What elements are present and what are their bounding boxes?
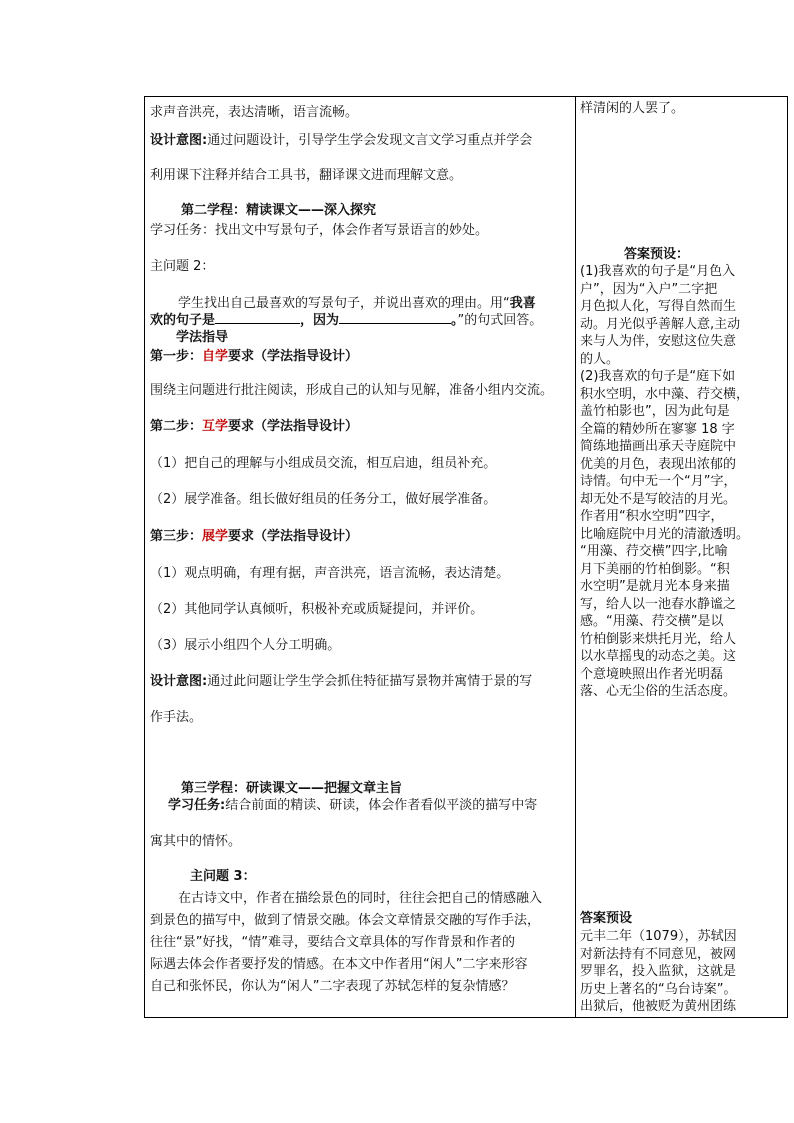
- answer-blank[interactable]: [215, 311, 300, 324]
- design-intent-1: [150, 129, 532, 148]
- text-line: 寓其中的情怀。: [150, 834, 242, 849]
- stage2-title: 第二学程：精读课文——深入探究: [181, 203, 377, 218]
- step3-heading: 第三步：展学要求（学法指导设计）: [150, 529, 359, 544]
- method-title: 学法指导: [176, 330, 229, 345]
- text-line: 样清闲的人罢了。: [580, 101, 685, 116]
- step2-heading: 第二步：互学要求（学法指导设计）: [150, 419, 359, 434]
- lesson-table: [144, 96, 788, 1018]
- answer-preset-2: 元丰二年（1079），苏轼因 对新法持有不同意见，被网 罗罪名，投入监狱，这就是 历史上著名的“乌台诗案”。 出狱后，他被贬为黄州团练: [580, 929, 737, 1014]
- design-intent-2: [150, 670, 532, 689]
- design-intent-label: 设计意图:: [150, 674, 208, 689]
- reason-blank[interactable]: [339, 311, 451, 324]
- task3: 学习任务:结合前面的精读、研读，体会作者看似平淡的描写中寄: [168, 798, 538, 813]
- step3-item: （1）观点明确，有理有据，声音洪亮，语言流畅，表达清楚。: [150, 566, 510, 581]
- step3-item: （2）其他同学认真倾听，积极补充或质疑提问，并评价。: [150, 602, 484, 617]
- design-intent-text: 通过问题设计，引导学生学会发现文言文学习重点并学会: [207, 133, 533, 148]
- stage3-title: 第三学程：研读课文——把握文章主旨: [181, 781, 403, 796]
- step2-item: （1）把自己的理解与小组成员交流，相互启迪，组员补充。: [150, 456, 497, 471]
- task2: 学习任务：找出文中写景句子，体会作者写景语言的妙处。: [150, 223, 489, 238]
- answer-preset-1: (1)我喜欢的句子是“月色入 户”，因为“入户”二字把 月色拟人化，写得自然而生 动。月光似乎善解人意,主动 来与人为伴，安慰这位失意 的人。 (2)我喜欢的句子是“庭下如 积水空明，水中藻、荇交横， 盖竹柏影也”，因为此句是 全篇的精妙所在寥寥 18 字 简练地描画出承天寺庭院中 优美的月色，表现出浓郁的 诗情。句中无一个“月”字， 却无处不是写皎洁的月光。 作者用“积水空明”四字， 比喻庭院中月光的清澈透明。 “用藻、荇交横”四字,比喻 月下美丽的竹柏倒影。“积 水空明”是就月光本身来描 写，给人以一池春水静谧之 感。“用藻、荇交横”是以 竹柏倒影来烘托月光，给人 以水草摇曳的动态之美。这 个意境映照出作者光明磊 落、心无尘俗的生活态度。: [580, 264, 750, 699]
- question3-paragraph: 在古诗文中，作者在描绘景色的同时，往往会把自己的情感融入 到景色的描写中，做到了情景交融。体会文章情景交融的写作手法， 往往“景”好找，“情”难寻，要结合文章具体的写作背景和作者的 际遇去体会作者要抒发的情感。在本文中作者用“闲人”二字来形容 自己和张怀民，你认为“闲人”二字表现了苏轼怎样的复杂情感？: [150, 891, 543, 994]
- answer-preset-title: 答案预设: [580, 911, 633, 926]
- column-divider: [575, 97, 576, 1017]
- answer-preset-title: 答案预设：: [624, 247, 690, 262]
- text-line: 求声音洪亮，表达清晰，语言流畅。: [150, 105, 359, 120]
- question2-line1: 学生找出自己最喜欢的写景句子，并说出喜欢的理由。用“我喜: [178, 296, 536, 311]
- step1-text: 围绕主问题进行批注阅读，形成自己的认知与见解，准备小组内交流。: [150, 383, 554, 398]
- step3-item: （3）展示小组四个人分工明确。: [150, 638, 341, 653]
- step1-heading: 第一步：自学要求（学法指导设计）: [150, 349, 359, 364]
- design-intent-label: 设计意图:: [150, 133, 208, 148]
- step2-item: （2）展学准备。组长做好组员的任务分工，做好展学准备。: [150, 492, 497, 507]
- question2-label: 主问题 2：: [150, 259, 215, 274]
- design-intent-text: 通过此问题让学生学会抓住特征描写景物并寓情于景的写: [207, 674, 533, 689]
- question2-line2: 欢的句子是 ，因为 。”的句式回答。: [150, 313, 543, 328]
- question3-label: 主问题 3：: [190, 869, 256, 884]
- text-line: 作手法。: [150, 710, 203, 725]
- text-line: 利用课下注释并结合工具书，翻译课文进而理解文意。: [150, 168, 463, 183]
